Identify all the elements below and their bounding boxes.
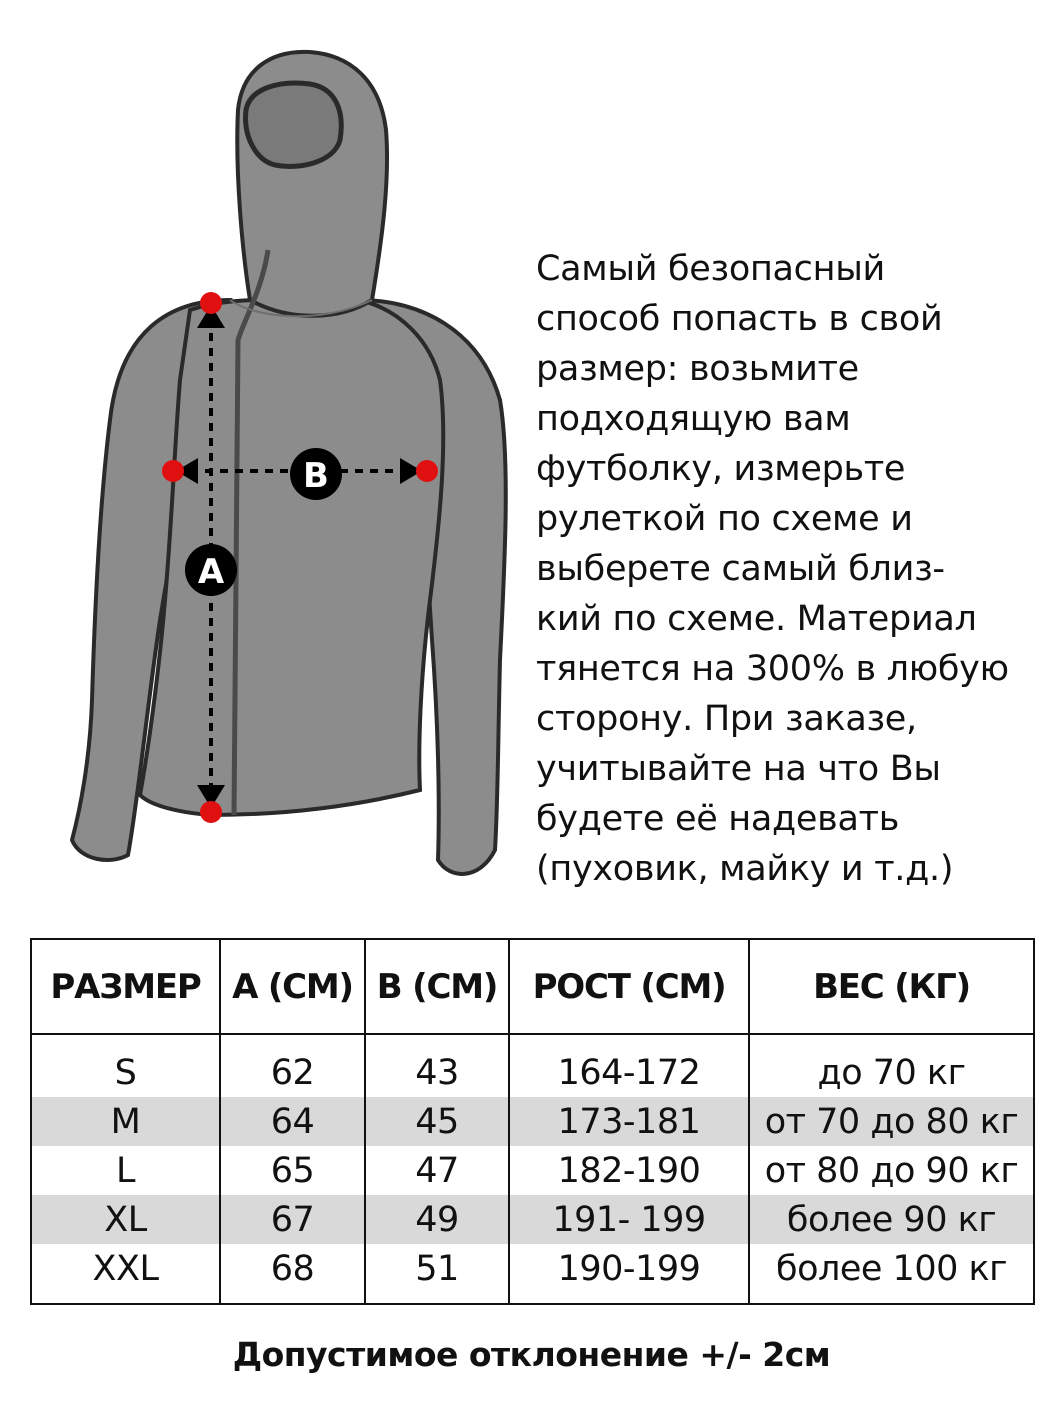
header-size: РАЗМЕР: [50, 966, 201, 1007]
instruction-line: способ попасть в свой: [536, 299, 943, 339]
instruction-line: тянется на 300% в любую: [536, 649, 1009, 689]
cell-size: XXL: [92, 1248, 159, 1289]
column-divider: [219, 940, 221, 1303]
hoodie-illustration: [72, 52, 506, 874]
header-weight: ВЕС (КГ): [813, 966, 970, 1007]
cell-a: 65: [270, 1150, 315, 1191]
column-divider: [748, 940, 750, 1303]
table-row: [32, 1146, 1033, 1195]
cell-height: 173-181: [557, 1101, 701, 1142]
header-a: A (СМ): [232, 966, 353, 1007]
cell-b: 51: [415, 1248, 459, 1289]
column-divider: [364, 940, 366, 1303]
marker-b-left: [162, 460, 184, 482]
cell-weight: до 70 кг: [817, 1052, 966, 1093]
cell-size: S: [114, 1052, 137, 1093]
marker-b-right: [416, 460, 438, 482]
cell-b: 43: [415, 1052, 459, 1093]
table-row: [32, 1097, 1033, 1146]
marker-a-top: [200, 292, 222, 314]
size-table: [30, 938, 1035, 1305]
cell-weight: более 90 кг: [786, 1199, 997, 1240]
table-row: [32, 1048, 1033, 1097]
instruction-line: подходящую вам: [536, 399, 851, 439]
header-b: B (СМ): [376, 966, 498, 1007]
table-row: [32, 1244, 1033, 1293]
cell-height: 182-190: [557, 1150, 701, 1191]
cell-height: 164-172: [557, 1052, 701, 1093]
instruction-line: рулеткой по схеме и: [536, 499, 913, 539]
header-height: РОСТ (СМ): [532, 966, 726, 1007]
cell-weight: от 80 до 90 кг: [764, 1150, 1019, 1191]
instruction-line: размер: возьмите: [536, 349, 859, 389]
cell-b: 49: [415, 1199, 459, 1240]
cell-b: 45: [415, 1101, 459, 1142]
cell-size: XL: [104, 1199, 147, 1240]
tolerance-note: Допустимое отклонение +/- 2см: [232, 1335, 831, 1374]
table-row: [32, 1195, 1033, 1244]
cell-height: 190-199: [557, 1248, 701, 1289]
table-header-row: [32, 940, 1033, 1035]
sizing-instructions: [536, 244, 1056, 894]
instruction-line: Самый безопасный: [536, 249, 885, 289]
instruction-line: выберете самый близ-: [536, 549, 945, 589]
cell-size: L: [116, 1150, 135, 1191]
label-a: A: [197, 552, 225, 592]
marker-a-bottom: [200, 801, 222, 823]
instruction-line: футболку, измерьте: [536, 449, 906, 489]
cell-a: 67: [270, 1199, 315, 1240]
cell-b: 47: [415, 1150, 459, 1191]
label-b: B: [303, 456, 329, 496]
instruction-line: кий по схеме. Материал: [536, 599, 977, 639]
garment-diagram: [30, 40, 530, 900]
cell-a: 62: [270, 1052, 315, 1093]
cell-a: 64: [270, 1101, 315, 1142]
cell-weight: от 70 до 80 кг: [764, 1101, 1019, 1142]
cell-height: 191- 199: [552, 1199, 706, 1240]
instruction-line: учитывайте на что Вы: [536, 749, 941, 789]
cell-weight: более 100 кг: [775, 1248, 1008, 1289]
instruction-line: будете её надевать: [536, 799, 900, 839]
instruction-line: сторону. При заказе,: [536, 699, 917, 739]
instruction-line: (пуховик, майку и т.д.): [536, 849, 954, 889]
cell-size: M: [110, 1101, 141, 1142]
cell-a: 68: [270, 1248, 315, 1289]
column-divider: [508, 940, 510, 1303]
